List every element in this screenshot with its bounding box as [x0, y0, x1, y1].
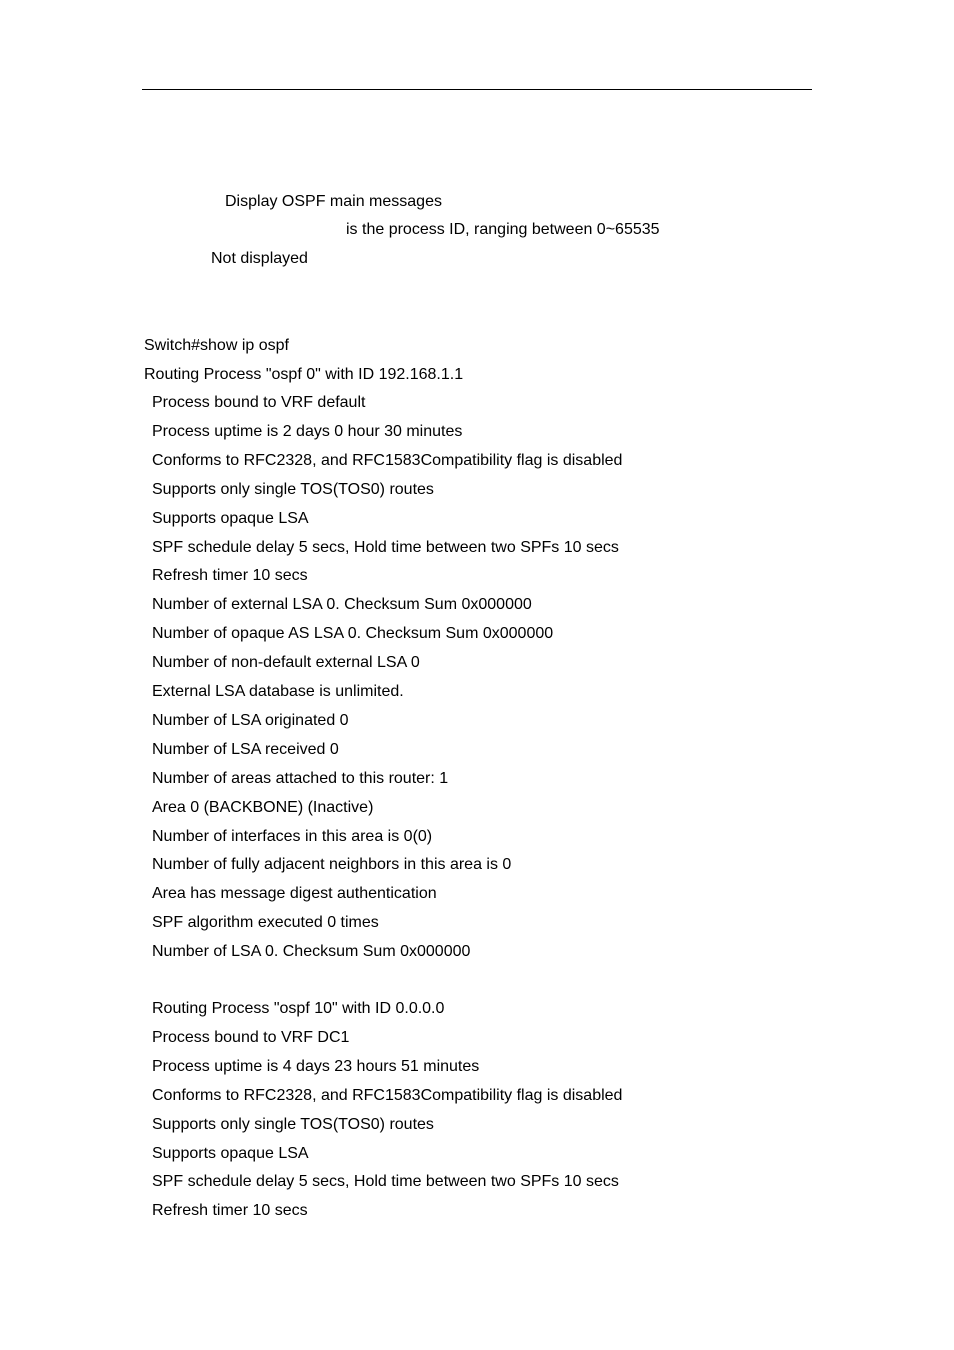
output-line: Area 0 (BACKBONE) (Inactive) — [152, 798, 374, 816]
function-text: Display OSPF main messages — [225, 193, 442, 210]
output-line: Conforms to RFC2328, and RFC1583Compatibility flag is disabled — [152, 451, 623, 469]
example-header: Routing Process "ospf 0" with ID 192.168.1.1 — [144, 366, 464, 383]
output-line: Routing Process "ospf 10" with ID 0.0.0.0 — [152, 1000, 445, 1017]
output-line: Process bound to VRF DC1 — [152, 1028, 350, 1046]
output-line: SPF algorithm executed 0 times — [152, 914, 379, 932]
default-text: Not displayed — [211, 250, 308, 267]
output-line: Refresh timer 10 secs — [152, 567, 308, 585]
output-line: Supports only single TOS(TOS0) routes — [152, 1115, 434, 1133]
parameter-text: is the process ID, ranging between 0~65535 — [346, 221, 660, 238]
output-line: SPF schedule delay 5 secs, Hold time between two SPFs 10 secs — [152, 1173, 619, 1191]
output-line: Process uptime is 2 days 0 hour 30 minutes — [152, 422, 463, 440]
output-line: Supports opaque LSA — [152, 1144, 309, 1162]
output-line: Process bound to VRF default — [152, 394, 366, 411]
output-line: Number of non-default external LSA 0 — [152, 654, 420, 672]
output-line: Number of LSA originated 0 — [152, 711, 349, 729]
output-line: Conforms to RFC2328, and RFC1583Compatibility flag is disabled — [152, 1086, 623, 1104]
output-line: Number of interfaces in this area is 0(0) — [152, 827, 433, 845]
output-line: Process uptime is 4 days 23 hours 51 minutes — [152, 1057, 480, 1075]
output-line: Area has message digest authentication — [152, 885, 437, 903]
output-line: Number of opaque AS LSA 0. Checksum Sum 0x000000 — [152, 625, 554, 643]
output-line: Number of LSA received 0 — [152, 740, 339, 758]
output-line: Supports only single TOS(TOS0) routes — [152, 480, 434, 498]
header-rule — [142, 89, 812, 90]
output-line: Number of fully adjacent neighbors in this area is 0 — [152, 856, 512, 874]
output-line: Number of external LSA 0. Checksum Sum 0x000000 — [152, 596, 532, 614]
output-line: Supports opaque LSA — [152, 509, 309, 527]
output-line: Number of LSA 0. Checksum Sum 0x000000 — [152, 943, 471, 961]
output-line: Refresh timer 10 secs — [152, 1202, 308, 1220]
output-line: SPF schedule delay 5 secs, Hold time between two SPFs 10 secs — [152, 538, 619, 556]
output-line: External LSA database is unlimited. — [152, 683, 404, 700]
example-command: Switch#show ip ospf — [144, 337, 289, 354]
output-line: Number of areas attached to this router: 1 — [152, 769, 449, 787]
